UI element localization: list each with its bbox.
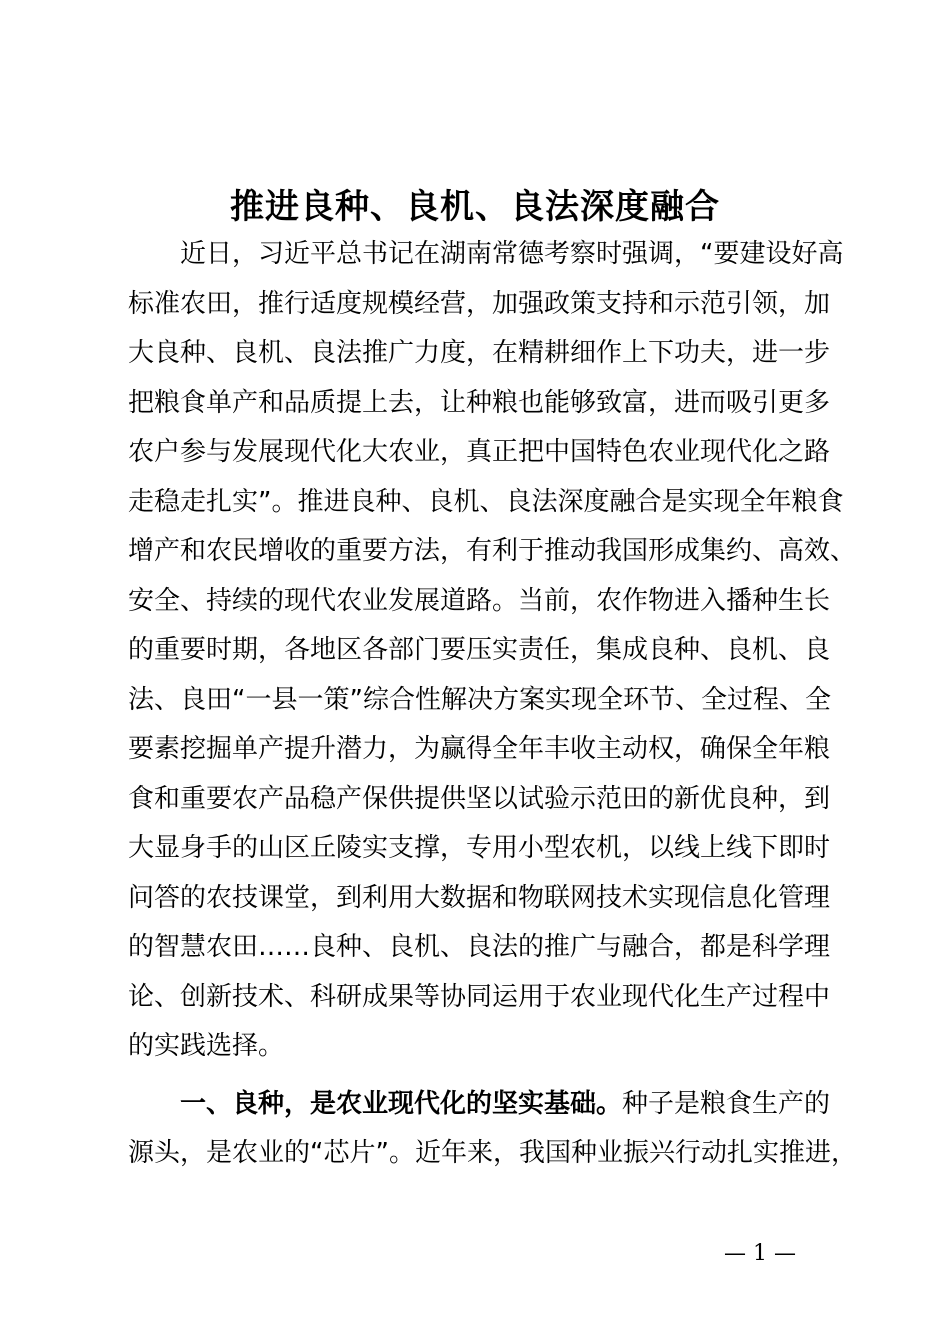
text-line: 安全、持续的现代农业发展道路。当前，农作物进入播种生长 [128,585,831,616]
text-line: 问答的农技课堂，到利用大数据和物联网技术实现信息化管理 [128,882,831,913]
text-line: 增产和农民增收的重要方法，有利于推动我国形成集约、高效、 [128,536,857,566]
text-line: 把粮食单产和品质提上去，让种粮也能够致富，进而吸引更多 [128,387,831,418]
text-line: 的智慧农田……良种、良机、良法的推广与融合，都是科学理 [128,932,831,962]
section-one [128,1080,857,1179]
text-line: 走稳走扎实”。推进良种、良机、良法深度融合是实现全年粮食 [128,486,844,517]
text-line: 标准农田，推行适度规模经营，加强政策支持和示范引领，加 [128,288,831,319]
text-line: 法、良田“一县一策”综合性解决方案实现全环节、全过程、全 [128,684,831,715]
section-heading: 一、良种，是农业现代化的坚实基础。 [180,1088,623,1119]
document-body [128,230,857,1179]
text-line: 要素挖掘单产提升潜力，为赢得全年丰收主动权，确保全年粮 [128,734,831,764]
section-heading-line [128,1080,848,1130]
text-line: 大良种、良机、良法推广力度，在精耕细作上下功夫，进一步 [128,338,831,368]
text-line: 大显身手的山区丘陵实支撑，专用小型农机，以线上线下即时 [128,833,831,863]
page-number: — 1 — [724,1241,796,1266]
paragraph-intro [128,230,857,1072]
text-line: 源头，是农业的“芯片”。近年来，我国种业振兴行动扎实推进， [128,1138,857,1168]
text-line: 农户参与发展现代化大农业，真正把中国特色农业现代化之路 [128,437,831,467]
text-line: 食和重要农产品稳产保供提供坚以试验示范田的新优良种，到 [128,783,831,814]
document-title: 推进良种、良机、良法深度融合 [230,187,720,227]
text-line: 论、创新技术、科研成果等协同运用于农业现代化生产过程中 [128,981,831,1012]
text-line: 的实践选择。 [128,1031,285,1061]
section-text: 种子是粮食生产的 [622,1088,831,1119]
text-line: 近日，习近平总书记在湖南常德考察时强调，“要建设好高 [180,239,844,269]
text-line: 的重要时期，各地区各部门要压实责任，集成良种、良机、良 [128,635,831,665]
